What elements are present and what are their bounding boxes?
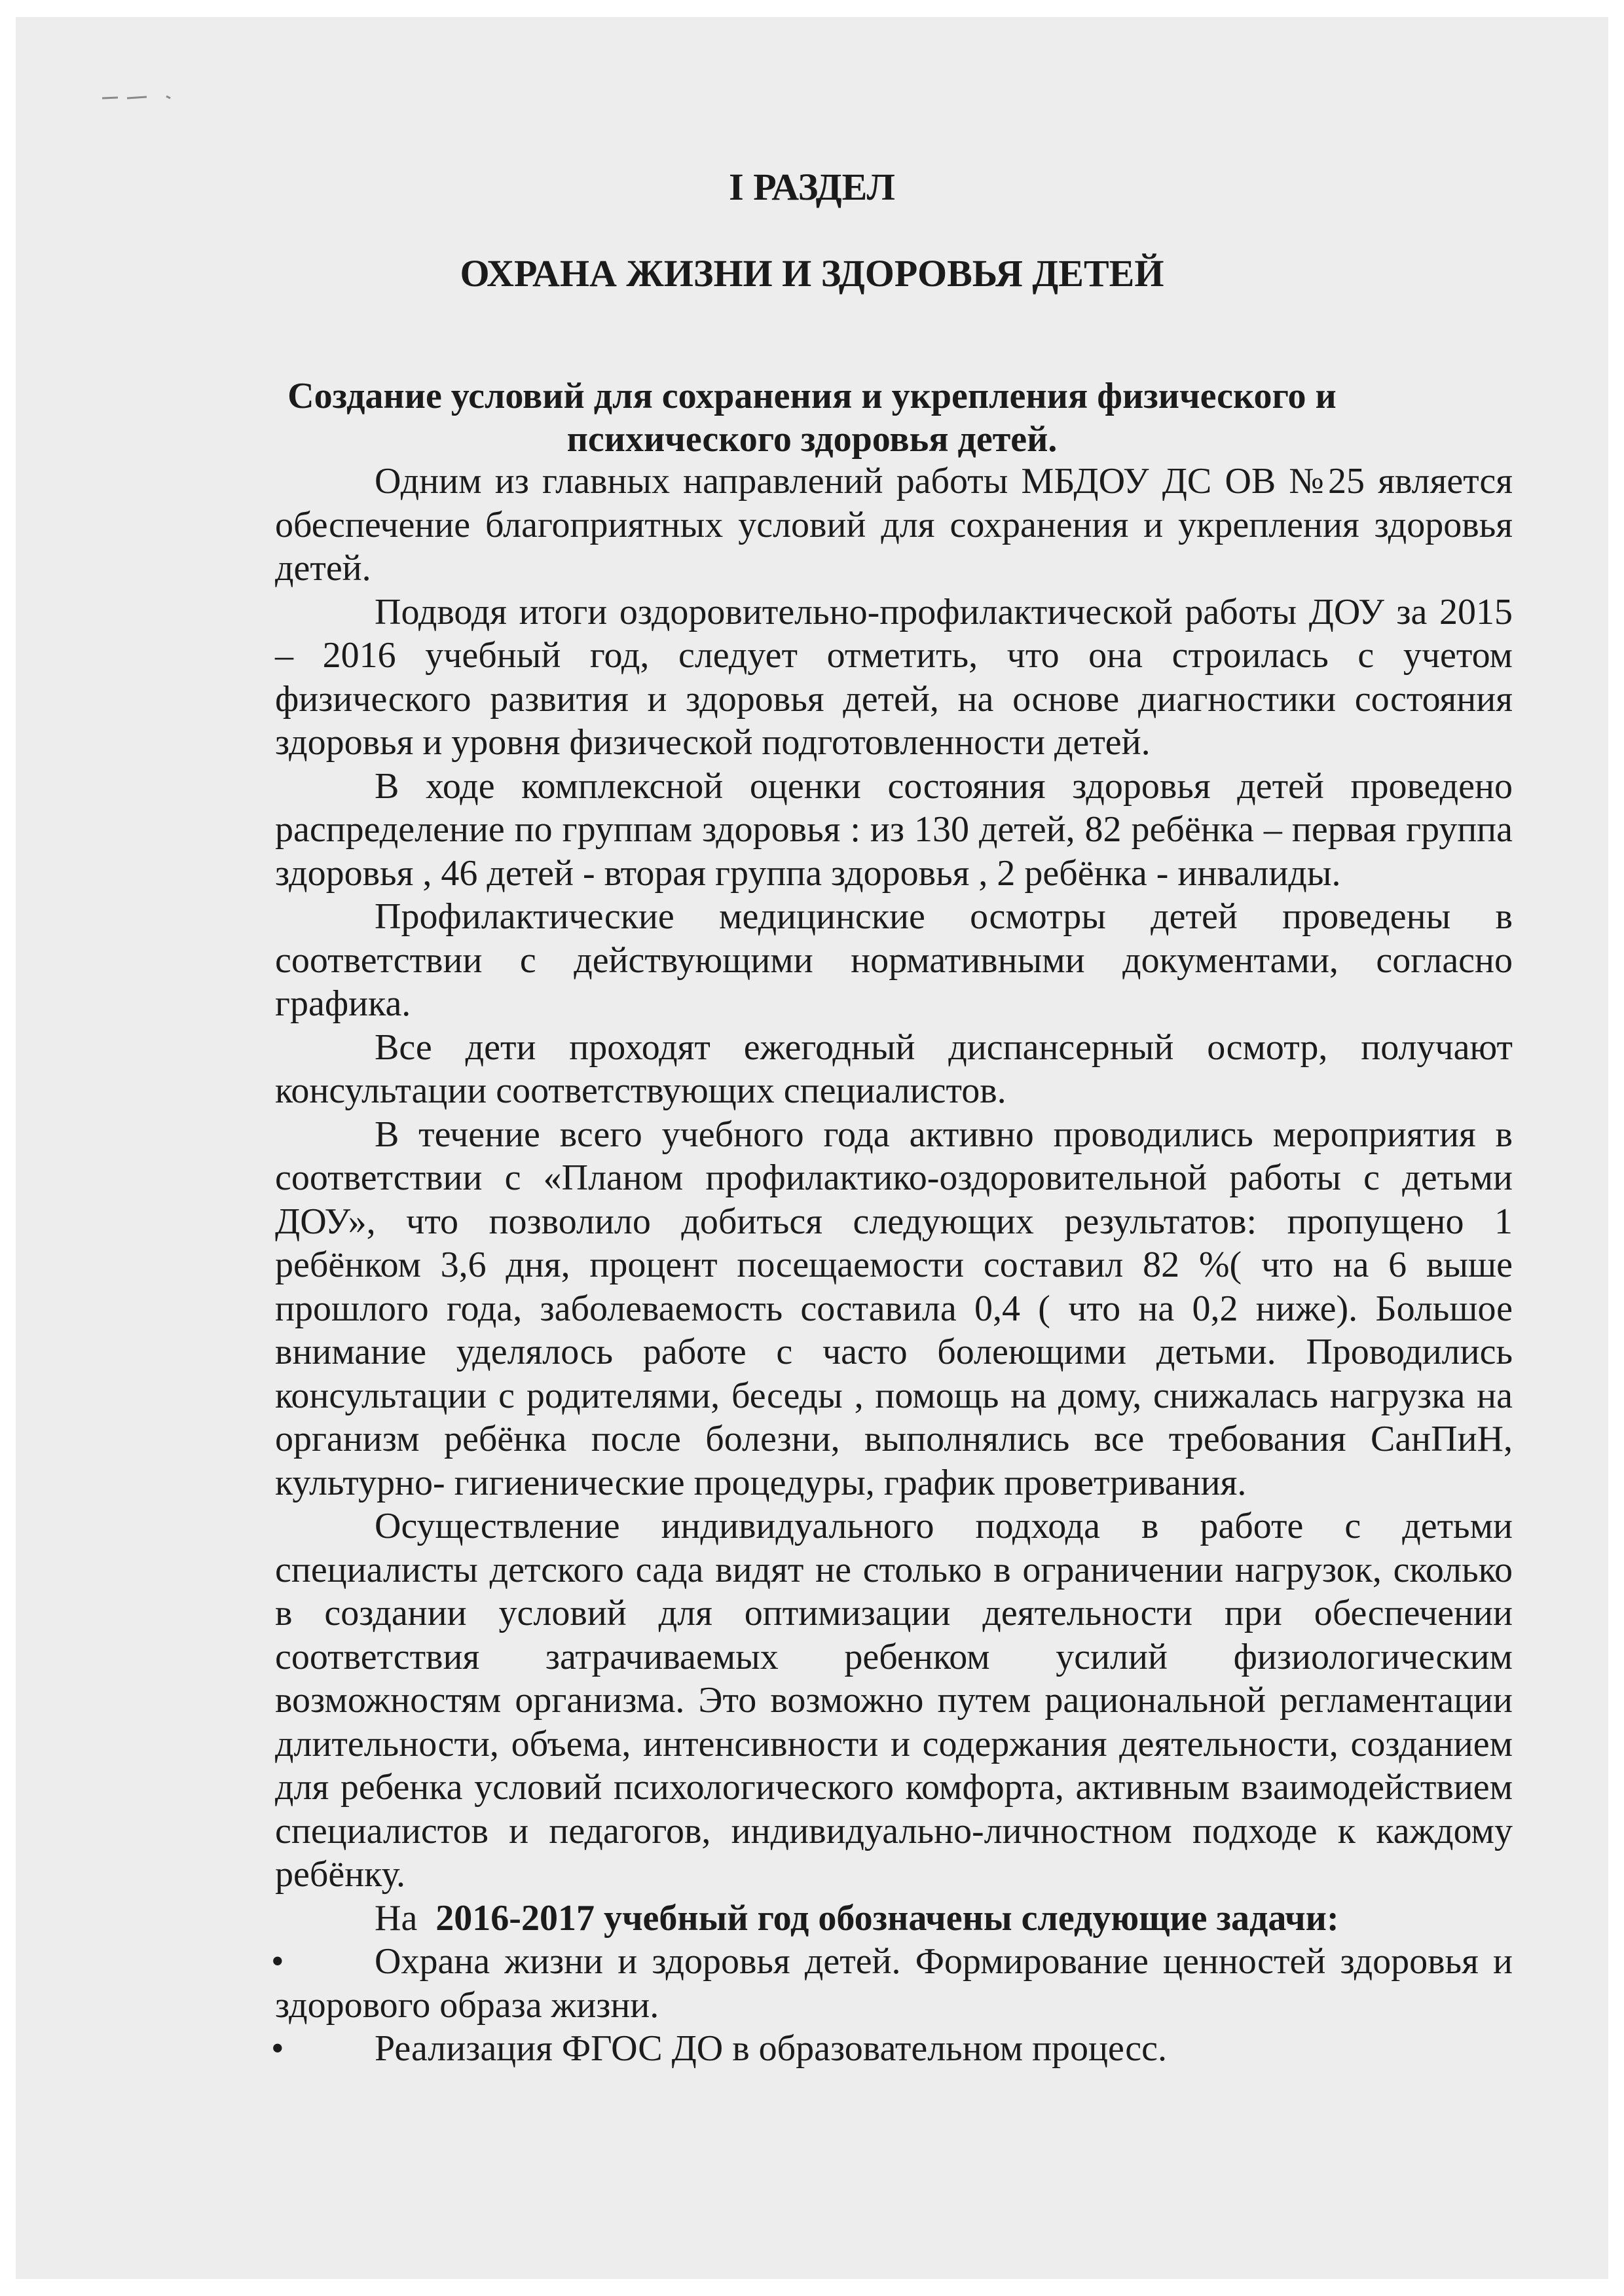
paragraph: Все дети проходят ежегодный диспансерный осмотр, получают консультации соответствующих специалистов. — [275, 1027, 1513, 1111]
task-text: Охрана жизни и здоровья детей. Формирование ценностей здоровья и здорового образа жизни. — [275, 1941, 1513, 2026]
task-list-item — [271, 2027, 1513, 2071]
document-body — [271, 460, 1513, 2071]
tasks-intro-plain: На — [375, 1897, 418, 1939]
paragraph: Подводя итоги оздоровительно-профилактической работы ДОУ за 2015 – 2016 учебный год, следует отметить, что она строилась с учетом физического развития и здоровья детей, на основе диагностики состояния здоровья и уровня физической подготовленности детей. — [275, 591, 1513, 763]
scan-artifact-mark — [101, 94, 179, 101]
tasks-intro-bold: 2016-2017 учебный год обозначены следующие задачи: — [435, 1897, 1339, 1939]
task-text: Реализация ФГОС ДО в образовательном процесс. — [375, 2028, 1167, 2069]
tasks-intro — [275, 1897, 1513, 1941]
bullet-icon: • — [271, 2028, 284, 2069]
section-title: I РАЗДЕЛ — [729, 166, 895, 208]
paragraph: В ходе комплексной оценки состояния здоровья детей проведено распределение по группам здоровья : из 130 детей, 82 ребёнка – первая группа здоровья , 46 детей - вторая группа здоровья , 2 ребёнка - инвалиды. — [275, 765, 1513, 894]
paragraph: Одним из главных направлений работы МБДОУ ДС ОВ №25 является обеспечение благоприятных условий для сохранения и укрепления здоровья детей. — [275, 461, 1513, 589]
task-list-item — [271, 1940, 1513, 2027]
paragraph: Профилактические медицинские осмотры детей проведены в соответствии с действующими нормативными документами, согласно графика. — [275, 896, 1513, 1024]
subtitle: Создание условий для сохранения и укрепления физического и психического здоровья детей. — [287, 376, 1337, 460]
bullet-icon: • — [271, 1941, 284, 1982]
paragraph: Осуществление индивидуального подхода в работе с детьми специалисты детского сада видят не столько в ограничении нагрузок, сколько в создании условий для оптимизации деятельности при обеспечении соответствия затрачиваемых ребенком усилий физиологическим возможностям организма. Это возможно путем рациональной регламентации длительности, объема, интенсивности и содержания деятельности, созданием для ребенка условий психологического комфорта, активным взаимодействием специалистов и педагогов, индивидуально-личностном подходе к каждому ребёнку. — [275, 1506, 1513, 1895]
paragraph: В течение всего учебного года активно проводились мероприятия в соответствии с «Планом профилактико-оздоровительной работы с детьми ДОУ», что позволило добиться следующих результатов: пропущено 1 ребёнком 3,6 дня, процент посещаемости составил 82 %( что на 6 выше прошлого года, заболеваемость составила 0,4 ( что на 0,2 ниже). Большое внимание уделялось работе с часто болеющими детьми. Проводились консультации с родителями, беседы , помощь на дому, снижалась нагрузка на организм ребёнка после болезни, выполнялись все требования СанПиН, культурно- гигиенические процедуры, график проветривания. — [275, 1114, 1513, 1503]
main-title: ОХРАНА ЖИЗНИ И ЗДОРОВЬЯ ДЕТЕЙ — [460, 252, 1164, 295]
